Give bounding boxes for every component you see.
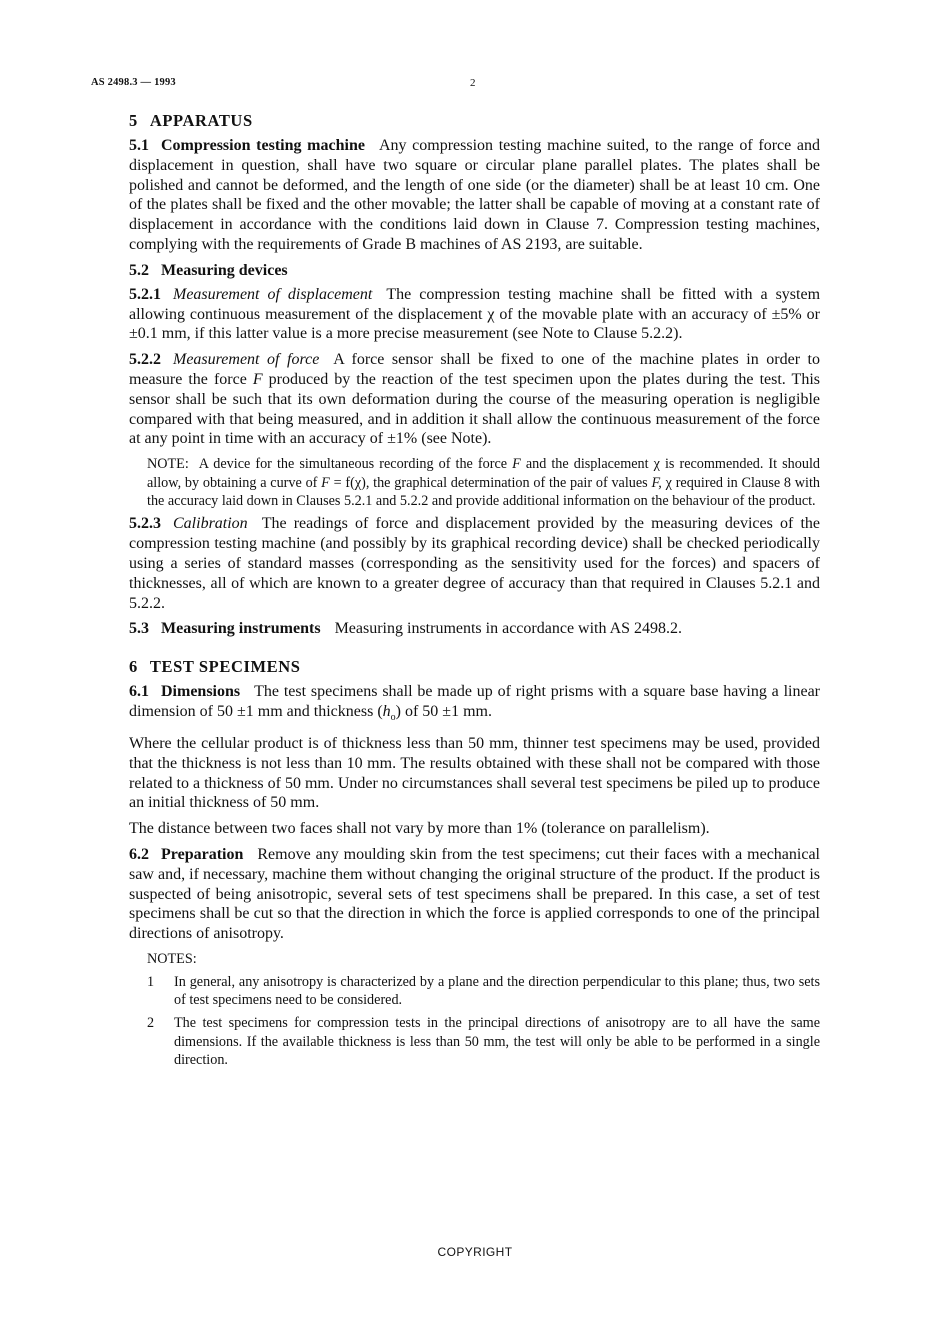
note-number: 1 [147,973,155,990]
clause-title: Measurement of displacement [173,285,373,303]
force-variable: F, [651,474,662,491]
note-item [147,973,820,1009]
clause-text: The test specimens shall be made up of right prisms with a square base having a linear dimension of 50 ±1 mm and thickness ( [129,683,820,720]
section-number: 5 [129,111,138,130]
clause-5-2-3 [129,514,820,613]
clause-number: 5.2.1 [129,285,161,303]
clause-number: 6.2 [129,845,149,863]
section-title: APPARATUS [149,111,253,130]
force-variable: F [252,370,263,388]
note-text: A device for the simultaneous recording of the force [198,456,513,473]
clause-text: ) of 50 ±1 mm. [395,702,492,720]
section-spacer [129,645,820,657]
section-number: 6 [129,657,138,677]
clause-5-1 [129,136,820,255]
clause-number: 6.1 [129,683,149,701]
clause-title: Calibration [173,515,248,533]
clause-5-3 [129,619,820,639]
note-text: = f(χ), the graphical determination of the pair of values [329,474,652,491]
clause-5-2-heading [129,261,820,281]
note-item [147,1014,820,1069]
clause-title: Measuring instruments [161,620,321,638]
section-title: TEST SPECIMENS [149,657,301,677]
clause-title: Measurement of force [173,351,320,369]
force-variable: F [512,456,521,473]
page-body [129,111,820,1074]
clause-6-2 [129,845,820,944]
clause-text: A force sensor shall be fixed to one of the machine plates in order to measure the force [129,351,820,388]
clause-number: 5.2.2 [129,351,161,369]
clause-5-2-1 [129,285,820,344]
clause-text: Any compression testing machine suited, to the range of force and displacement in question, shall have two square or circular plane parallel plates. The plates shall be polished and cannot be deformed, and the length of one side (or the diameter) shall be at least 10 cm. One of the plates shall be fixed and the other movable; the latter shall be capable of moving at a constant rate of displacement in accordance with the conditions laid down in Clause 7. Compression testing machines, complying with the requirements of Grade B machines of AS 2193, are suitable. [129,137,821,253]
clause-text: The compression testing machine shall be fitted with a system allowing continuous measurement of the displacement χ of the movable plate with an accuracy of ±5% or ±0.1 mm, if this latter value is a more precise measurement (see Note to Clause 5.2.2). [129,285,821,343]
note-label: NOTE: [147,456,189,473]
note-text: In general, any anisotropy is characterized by a plane and the direction perpendicular to this plane; thus, two sets of test specimens need to be considered. [174,973,820,1009]
clause-title: Preparation [161,845,244,863]
force-variable: F [321,474,330,491]
clause-number: 5.1 [129,137,149,154]
note-5-2-2 [147,455,820,510]
clause-5-2-2 [129,350,820,449]
thickness-variable: h [382,702,391,720]
note-text: and the displacement χ is recommended. It should allow, by obtaining a curve of [147,456,820,491]
copyright-footer: COPYRIGHT [437,1245,513,1259]
section-6-heading [129,657,820,677]
clause-title: Dimensions [161,683,241,701]
clause-text: Measuring instruments in accordance with AS 2498.2. [334,620,683,638]
notes-heading: NOTES: [147,950,197,967]
clause-6-1 [129,682,820,728]
clause-text: produced by the reaction of the test specimen upon the plates during the test. This sensor shall be such that its own deformation during the course of the measuring operation is negligible compared with that being measured, and in addition it shall allow the continuous measurement of the force at any point in time with an accuracy of ±1% (see Note). [129,370,820,448]
clause-text: The readings of force and displacement provided by the measuring devices of the compression testing machine (and possibly by its graphical recording device) shall be checked periodically using a series of standard masses (corresponding as the sensitivity used for the forces) and spacers of thicknesses, all of which are known to a greater degree of accuracy than that required in Clauses 5.2.1 and 5.2.2. [129,515,820,612]
clause-number: 5.2 [129,261,149,279]
clause-title: Compression testing machine [161,137,365,154]
clause-6-1-paragraph-2: Where the cellular product is of thickness less than 50 mm, thinner test specimens may be used, provided that the thickness is not less than 10 mm. The results obtained with these shall not be compared with those related to a thickness of 50 mm. Under no circumstances shall several test specimens be piled up to produce an initial thickness of 50 mm. [129,734,820,812]
clause-number: 5.3 [129,620,149,638]
clause-number: 5.2.3 [129,515,161,533]
page-number: 2 [470,77,476,89]
note-text: The test specimens for compression tests in the principal directions of anisotropy are to all have the same dimensions. If the available thickness is less than 50 mm, the test will only be able to be performed in a single direction. [174,1015,820,1068]
note-text: χ required in Clause 8 with the accuracy laid down in Clauses 5.2.1 and 5.2.2 and provide additional information on the behaviour of the product. [147,474,820,509]
section-5-heading [129,111,820,131]
clause-title: Measuring devices [161,261,288,279]
note-number: 2 [147,1015,155,1032]
clause-6-1-paragraph-3: The distance between two faces shall not vary by more than 1% (tolerance on parallelism). [129,820,710,838]
clause-text: Remove any moulding skin from the test specimens; cut their faces with a mechanical saw and, if necessary, machine them without changing the original structure of the product. If the product is suspected of being anisotropic, several sets of test specimens shall be prepared. In this case, a set of test specimens shall be cut so that the direction in which the force is applied corresponds to one of the principal directions of anisotropy. [129,845,820,943]
document-designation: AS 2498.3 — 1993 [91,77,176,88]
thickness-subscript: o [390,712,396,724]
